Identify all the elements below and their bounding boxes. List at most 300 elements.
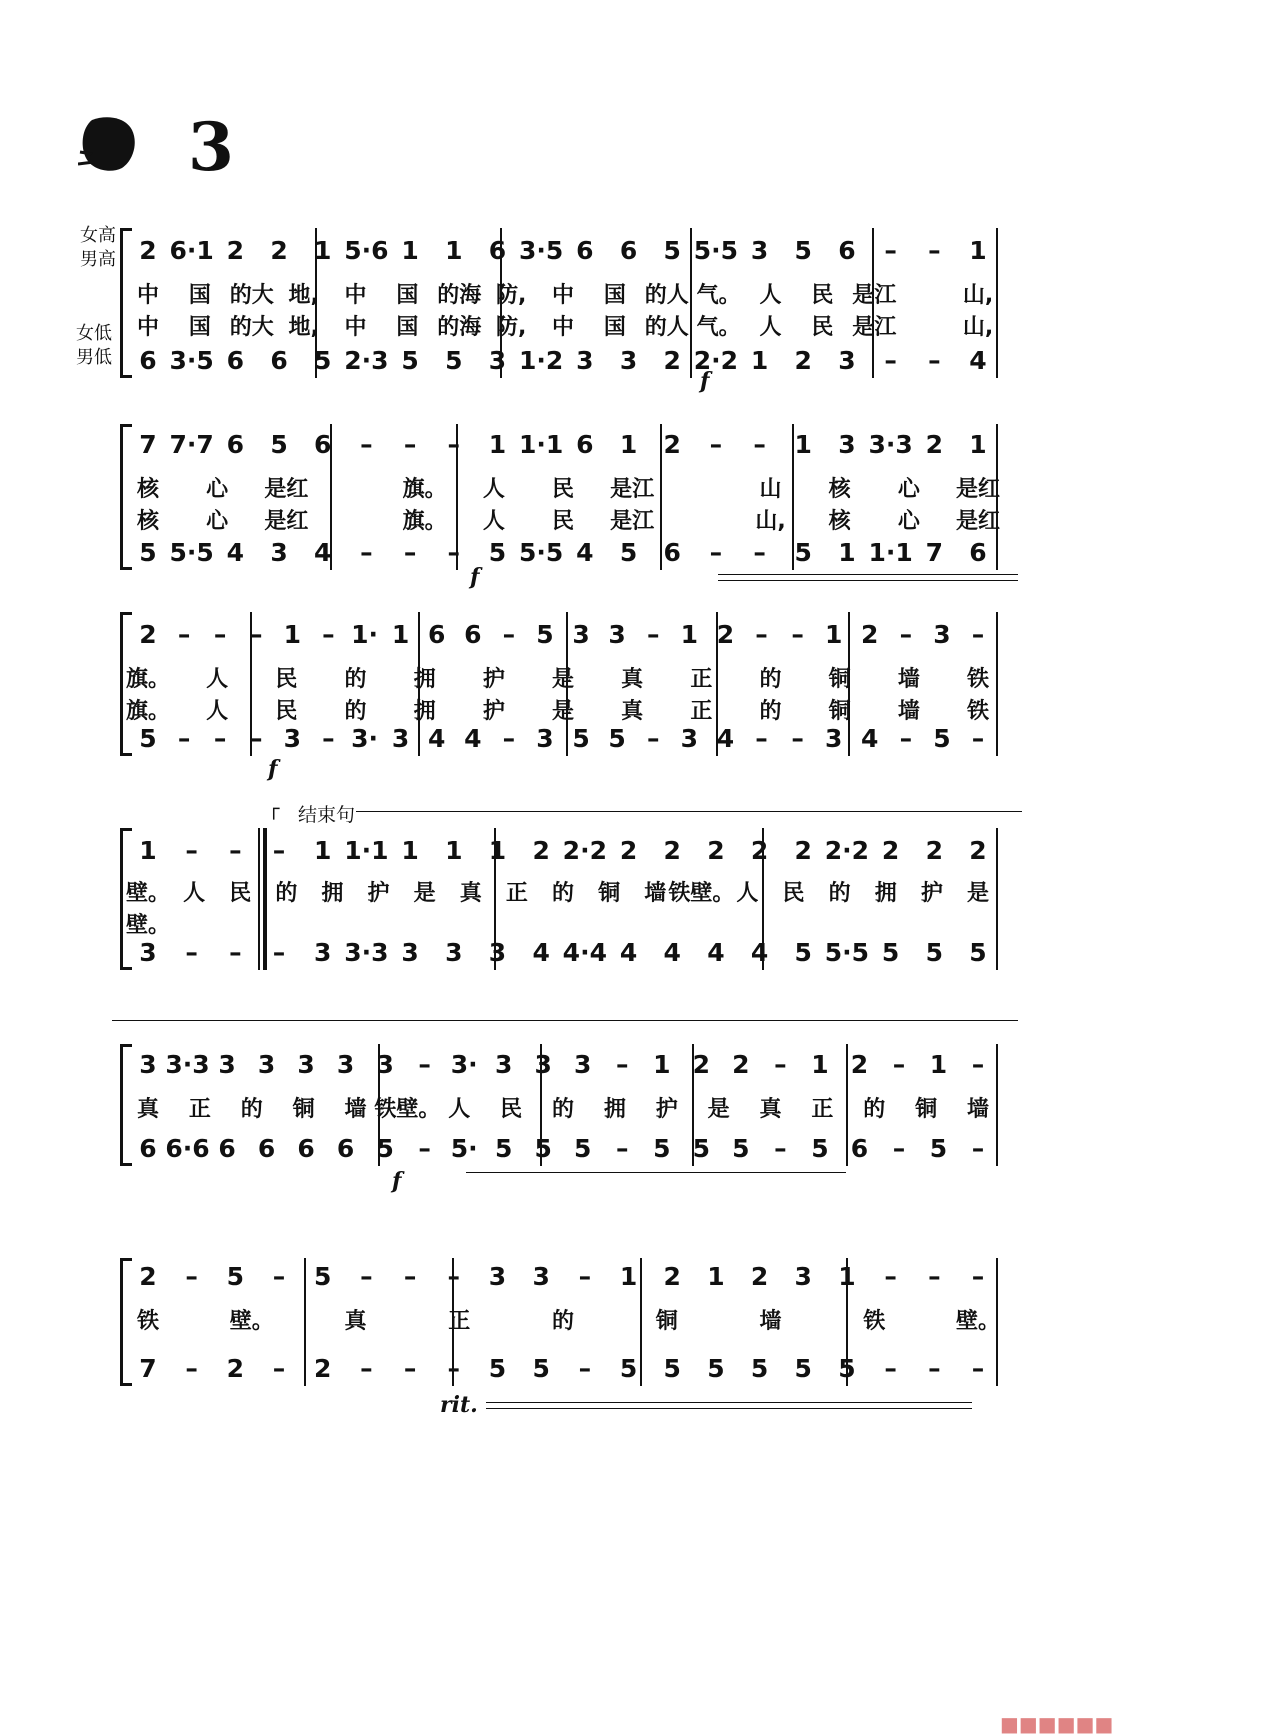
note-top: 1: [401, 836, 419, 865]
lyric-line-1: 真: [621, 667, 644, 692]
note-top: 3·: [450, 1050, 478, 1079]
lyric-line-2: 民: [551, 509, 575, 534]
lyric-line-2: 拥: [413, 699, 436, 724]
lyric-line-2: 防,: [495, 315, 527, 340]
note-top: 1: [401, 236, 419, 265]
note-top: –: [884, 236, 897, 265]
note-bottom: –: [774, 1134, 787, 1163]
note-top: 6: [488, 236, 507, 265]
lyric-line-2: 气。: [696, 315, 741, 340]
note-top: 2: [663, 430, 681, 459]
lyric-line-1: 正: [188, 1097, 211, 1122]
note-bottom: –: [884, 346, 897, 375]
system-bracket: [120, 228, 123, 378]
lyric-line-1: 民: [551, 477, 575, 502]
note-top: 2: [732, 1050, 750, 1079]
lyric-line-1: 是江: [852, 283, 897, 308]
lyric-line-2: 的大: [229, 315, 274, 340]
note-top: 1·1: [519, 430, 564, 459]
repeat-barline: [263, 828, 267, 970]
note-top: 3: [297, 1050, 315, 1079]
note-bottom: –: [447, 538, 461, 567]
note-bottom: 3: [488, 938, 507, 967]
note-bottom: –: [971, 724, 985, 753]
lyric-line-1: 的大: [229, 283, 274, 308]
lyric-line-1: 铜: [828, 667, 851, 692]
note-top: 1: [619, 1262, 638, 1291]
note-bottom: –: [884, 1354, 897, 1383]
note-top: 2: [861, 620, 879, 649]
note-top: –: [177, 620, 191, 649]
note-bottom: 2: [794, 346, 812, 375]
note-top: 2: [969, 836, 987, 865]
note-top: 1: [445, 236, 463, 265]
ink-blot-decoration: [78, 112, 140, 174]
note-top: 2: [881, 836, 900, 865]
note-top: 1: [314, 236, 332, 265]
lyric-line-2: 旗。: [402, 509, 447, 534]
note-bottom: –: [899, 724, 913, 753]
note-top: 2: [663, 1262, 681, 1291]
note-top: 2: [794, 836, 812, 865]
ritardando-marking: rit.: [440, 1392, 478, 1418]
note-bottom: 6: [969, 538, 987, 567]
system-bracket: [120, 612, 123, 756]
note-bottom: 4: [427, 724, 446, 753]
note-bottom: 3·: [351, 724, 378, 753]
dynamic-forte: f: [268, 756, 278, 782]
note-bottom: 3·3: [344, 938, 389, 967]
note-bottom: 1·2: [519, 346, 564, 375]
note-bottom: 3: [824, 724, 843, 753]
lyric-line-2: 是红: [955, 509, 1001, 534]
lyric-line-1: 人: [759, 283, 782, 308]
lyric-line-1: 护: [367, 881, 390, 906]
lyric-line-2: 真: [621, 699, 644, 724]
lyric-line-1: 人: [482, 477, 505, 502]
note-bottom: 3: [536, 724, 554, 753]
note-bottom: 6: [139, 1134, 157, 1163]
lyric-line-1: 心: [206, 477, 229, 502]
note-top: 3: [218, 1050, 236, 1079]
lyric-line-2: 国: [396, 315, 419, 340]
note-top: –: [892, 1050, 906, 1079]
note-top: 2: [925, 836, 944, 865]
ending-phrase-label: 结束句: [298, 804, 356, 826]
note-top: 3: [495, 1050, 513, 1079]
lyric-line-1: 的海: [437, 283, 482, 308]
lyric-line-1: 铁壁。: [374, 1097, 441, 1122]
lyric-line-2: 的: [759, 699, 782, 724]
lyric-line-1: 真: [344, 1309, 367, 1334]
lyric-line-1: 国: [396, 283, 419, 308]
note-top: 3: [376, 1050, 394, 1079]
lyric-line-1: 铁: [863, 1309, 886, 1334]
note-bottom: 4·4: [562, 938, 607, 967]
lyric-line-1: 的: [551, 1309, 575, 1334]
note-bottom: 3: [619, 346, 638, 375]
crescendo-line: [718, 580, 1018, 581]
note-bottom: 5: [139, 538, 157, 567]
lyric-line-1: 民: [811, 283, 834, 308]
note-bottom: –: [418, 1134, 431, 1163]
dynamic-forte: f: [392, 1168, 402, 1194]
note-bottom: 5: [401, 346, 419, 375]
lyric-line-1: 国: [188, 283, 211, 308]
lyric-line-2: 中: [136, 315, 160, 340]
lyric-line-1: 铁: [136, 1309, 160, 1334]
note-top: 3: [750, 236, 769, 265]
note-bottom: 2: [314, 1354, 332, 1383]
note-top: 2: [707, 836, 725, 865]
note-top: 1: [445, 836, 463, 865]
lyric-line-2: 的海: [437, 315, 482, 340]
note-top: 6: [619, 236, 638, 265]
lyric-line-1: 墙: [966, 1097, 990, 1122]
note-bottom: 5: [139, 724, 157, 753]
lyric-line-1: 山: [759, 477, 782, 502]
note-top: 3·3: [165, 1050, 210, 1079]
note-bottom: –: [755, 724, 768, 753]
note-top: 2·2: [562, 836, 607, 865]
note-top: 2: [850, 1050, 869, 1079]
note-top: 5: [314, 1262, 332, 1291]
lyric-line-1: 拥: [413, 667, 436, 692]
note-top: 3: [794, 1262, 812, 1291]
note-top: 2: [663, 836, 681, 865]
note-bottom: 1: [750, 346, 769, 375]
lyric-line-2: 国: [603, 315, 626, 340]
note-bottom: 5: [732, 1134, 750, 1163]
note-bottom: 5: [488, 538, 507, 567]
note-bottom: 3: [680, 724, 698, 753]
note-bottom: –: [322, 724, 335, 753]
note-bottom: 3: [488, 346, 507, 375]
note-top: –: [403, 1262, 417, 1291]
lyric-line-1: 旗。: [402, 477, 447, 502]
note-bottom: 5: [750, 1354, 769, 1383]
note-top: 1: [969, 430, 987, 459]
note-bottom: 2: [663, 346, 681, 375]
lyric-line-2: 中: [551, 315, 575, 340]
lyric-line-1: 中: [551, 283, 575, 308]
note-top: 3: [572, 620, 590, 649]
note-top: –: [213, 620, 227, 649]
note-top: 6·1: [169, 236, 214, 265]
note-bottom: 7: [925, 538, 944, 567]
note-bottom: –: [616, 1134, 629, 1163]
note-top: 5·6: [344, 236, 389, 265]
note-top: –: [360, 1262, 373, 1291]
note-top: 5·5: [693, 236, 739, 265]
lyric-line-1: 山,: [962, 283, 994, 308]
note-top: 2: [716, 620, 735, 649]
note-bottom: –: [892, 1134, 906, 1163]
note-bottom: 5: [572, 724, 590, 753]
lyric-line-1: 是红: [955, 477, 1001, 502]
note-bottom: 6: [336, 1134, 355, 1163]
lyric-line-1: 的: [551, 881, 575, 906]
system-bracket: [120, 424, 123, 570]
lyric-line-1: 壁。: [229, 1309, 274, 1334]
note-top: 5: [226, 1262, 245, 1291]
voice-label-alto: 女低: [76, 323, 112, 344]
note-bottom: 2·2: [693, 346, 739, 375]
note-bottom: 5: [376, 1134, 394, 1163]
lyric-line-2: 是: [551, 699, 575, 724]
note-bottom: 7: [139, 1354, 157, 1383]
note-bottom: –: [360, 538, 373, 567]
note-top: 1: [619, 430, 638, 459]
note-bottom: 4: [619, 938, 638, 967]
note-top: –: [971, 1262, 985, 1291]
note-bottom: 4: [663, 938, 681, 967]
note-top: 1: [283, 620, 302, 649]
lyric-line-1: 防,: [495, 283, 527, 308]
note-top: 6: [576, 430, 594, 459]
barline: [996, 228, 998, 378]
barline: [996, 612, 998, 756]
note-bottom: –: [272, 938, 286, 967]
note-top: 2: [750, 1262, 769, 1291]
note-bottom: 5: [608, 724, 626, 753]
note-top: 3: [574, 1050, 592, 1079]
lyric-line-2: 核: [828, 509, 851, 534]
lyric-line-1: 拥: [874, 881, 897, 906]
note-bottom: 5: [532, 1354, 550, 1383]
note-bottom: 4: [464, 724, 482, 753]
note-top: 3: [257, 1050, 276, 1079]
note-top: 1: [391, 620, 410, 649]
note-top: –: [418, 1050, 431, 1079]
note-top: 1: [488, 836, 507, 865]
lyric-line-2: 核: [136, 509, 160, 534]
note-top: 3: [608, 620, 626, 649]
note-top: 1: [838, 1262, 856, 1291]
lyric-line-1: 是: [413, 881, 436, 906]
lyric-line-2: 正: [690, 699, 713, 724]
note-bottom: 3: [445, 938, 463, 967]
system-bracket: [120, 1258, 123, 1386]
note-bottom: 5: [314, 346, 332, 375]
note-bottom: 3: [391, 724, 410, 753]
lyric-line-1: 的: [828, 881, 851, 906]
note-bottom: 3: [139, 938, 157, 967]
note-top: 1·: [351, 620, 378, 649]
lyric-line-1: 民: [275, 667, 298, 692]
barline: [304, 1258, 306, 1386]
note-top: –: [403, 430, 417, 459]
lyric-line-2: 墙: [897, 699, 920, 724]
note-bottom: 4: [969, 346, 987, 375]
lyric-line-1: 是: [966, 881, 990, 906]
note-top: 1: [680, 620, 698, 649]
note-bottom: 4: [226, 538, 245, 567]
lyric-line-2: 心: [897, 509, 920, 534]
lyric-line-1: 铁: [966, 667, 990, 692]
note-top: 2: [532, 836, 550, 865]
note-top: 2: [139, 620, 157, 649]
lyric-line-1: 的: [240, 1097, 263, 1122]
note-bottom: 1·1: [868, 538, 913, 567]
note-bottom: 5: [933, 724, 951, 753]
note-top: 3: [933, 620, 951, 649]
lyric-line-1: 人: [183, 881, 206, 906]
lyric-line-1: 正: [690, 667, 713, 692]
note-bottom: –: [971, 1134, 985, 1163]
note-top: –: [250, 620, 263, 649]
note-top: –: [928, 236, 941, 265]
note-top: 6: [226, 430, 245, 459]
note-top: 3: [838, 430, 856, 459]
system-bracket: [120, 828, 123, 970]
note-top: 5: [536, 620, 554, 649]
lyric-line-1: 的: [863, 1097, 886, 1122]
note-top: –: [709, 430, 723, 459]
lyric-line-1: 旗。: [125, 667, 171, 692]
lyric-line-1: 的人: [644, 283, 689, 308]
note-top: 1: [794, 430, 812, 459]
note-top: –: [272, 836, 286, 865]
lyric-line-1: 的: [759, 667, 782, 692]
barline: [640, 1258, 642, 1386]
lyric-line-1: 正: [448, 1309, 471, 1334]
note-top: 6: [576, 236, 594, 265]
lyric-line-1: 是江: [610, 477, 655, 502]
note-bottom: 2: [226, 1354, 245, 1383]
note-bottom: 4: [716, 724, 735, 753]
note-bottom: –: [272, 1354, 286, 1383]
lyric-line-1: 的: [551, 1097, 575, 1122]
lyric-line-2: 人: [482, 509, 505, 534]
lyric-line-2: 是江: [852, 315, 897, 340]
note-top: 3·3: [868, 430, 913, 459]
note-bottom: –: [229, 938, 242, 967]
note-top: –: [447, 1262, 461, 1291]
note-bottom: –: [185, 938, 198, 967]
note-bottom: 6: [226, 346, 245, 375]
dynamic-forte: f: [700, 368, 710, 394]
lyric-line-2: 人: [759, 315, 782, 340]
crescendo-line: [718, 574, 1018, 575]
note-bottom: 5: [653, 1134, 671, 1163]
note-bottom: 5: [619, 538, 638, 567]
note-bottom: 5: [619, 1354, 638, 1383]
note-top: –: [971, 1050, 985, 1079]
note-bottom: 5: [663, 1354, 681, 1383]
note-top: 1: [969, 236, 987, 265]
lyric-line-1: 心: [897, 477, 920, 502]
note-top: 1: [824, 620, 843, 649]
note-bottom: 1: [838, 538, 856, 567]
note-bottom: 5: [445, 346, 463, 375]
note-top: –: [971, 620, 985, 649]
ending-phrase-line: [356, 811, 1022, 812]
barline: [846, 1044, 848, 1166]
lyric-line-1: 壁。: [125, 881, 171, 906]
lyric-line-1: 真: [759, 1097, 782, 1122]
lyric-line-1: 气。: [696, 283, 741, 308]
note-bottom: 6: [218, 1134, 236, 1163]
note-bottom: 3: [270, 538, 288, 567]
page-number: 3: [188, 108, 234, 186]
note-top: 2·2: [824, 836, 870, 865]
note-bottom: 5: [692, 1134, 711, 1163]
barline: [996, 1044, 998, 1166]
lyric-line-1: 铜: [655, 1309, 678, 1334]
note-bottom: –: [928, 346, 941, 375]
note-bottom: –: [578, 1354, 592, 1383]
note-bottom: –: [250, 724, 263, 753]
note-bottom: –: [971, 1354, 985, 1383]
lyric-line-1: 铜: [915, 1097, 938, 1122]
lyric-line-1: 是: [707, 1097, 730, 1122]
note-bottom: –: [753, 538, 766, 567]
note-top: 1: [314, 836, 332, 865]
note-top: –: [753, 430, 766, 459]
note-top: 3: [534, 1050, 552, 1079]
note-top: 5: [663, 236, 681, 265]
lyric-line-2: 旗。: [125, 699, 171, 724]
lyric-line-1: 护: [482, 667, 505, 692]
lyric-line-2: 护: [482, 699, 505, 724]
lyric-line-1: 墙: [897, 667, 920, 692]
note-bottom: 6: [270, 346, 288, 375]
note-bottom: 6: [850, 1134, 869, 1163]
note-bottom: 2·3: [344, 346, 389, 375]
lyric-line-1: 护: [920, 881, 943, 906]
note-top: 1: [488, 430, 507, 459]
note-bottom: 3·5: [169, 346, 214, 375]
note-bottom: –: [403, 1354, 417, 1383]
note-bottom: 6: [663, 538, 681, 567]
note-bottom: 3: [576, 346, 594, 375]
note-top: 6: [838, 236, 856, 265]
note-bottom: 5: [925, 938, 944, 967]
note-bottom: 5: [488, 1354, 507, 1383]
note-bottom: 4: [314, 538, 332, 567]
note-bottom: 4: [861, 724, 879, 753]
lyric-line-1: 护: [655, 1097, 678, 1122]
note-top: 1: [929, 1050, 948, 1079]
lyric-line-2: 铁: [966, 699, 990, 724]
note-bottom: 6: [257, 1134, 276, 1163]
rit-line: [486, 1402, 972, 1403]
note-top: 2: [750, 836, 769, 865]
voice-label-bass: 男低: [76, 347, 112, 368]
dynamic-forte: f: [470, 564, 480, 590]
note-top: 1: [653, 1050, 671, 1079]
lyric-line-2: 心: [206, 509, 229, 534]
note-bottom: –: [213, 724, 227, 753]
lyric-line-1: 核: [136, 477, 160, 502]
note-bottom: –: [502, 724, 516, 753]
lyric-line-1: 墙: [344, 1097, 367, 1122]
note-bottom: –: [185, 1354, 198, 1383]
note-bottom: 5: [811, 1134, 829, 1163]
note-bottom: 4: [750, 938, 769, 967]
note-bottom: –: [360, 1354, 373, 1383]
lyric-line-2: 是江: [610, 509, 655, 534]
note-top: –: [360, 430, 373, 459]
lyric-line-1: 核: [828, 477, 851, 502]
note-top: –: [502, 620, 516, 649]
note-top: 6: [427, 620, 446, 649]
lyric-line-1: 正: [811, 1097, 834, 1122]
note-bottom: 5: [794, 1354, 812, 1383]
rit-line: [486, 1408, 972, 1409]
note-bottom: 5: [707, 1354, 725, 1383]
